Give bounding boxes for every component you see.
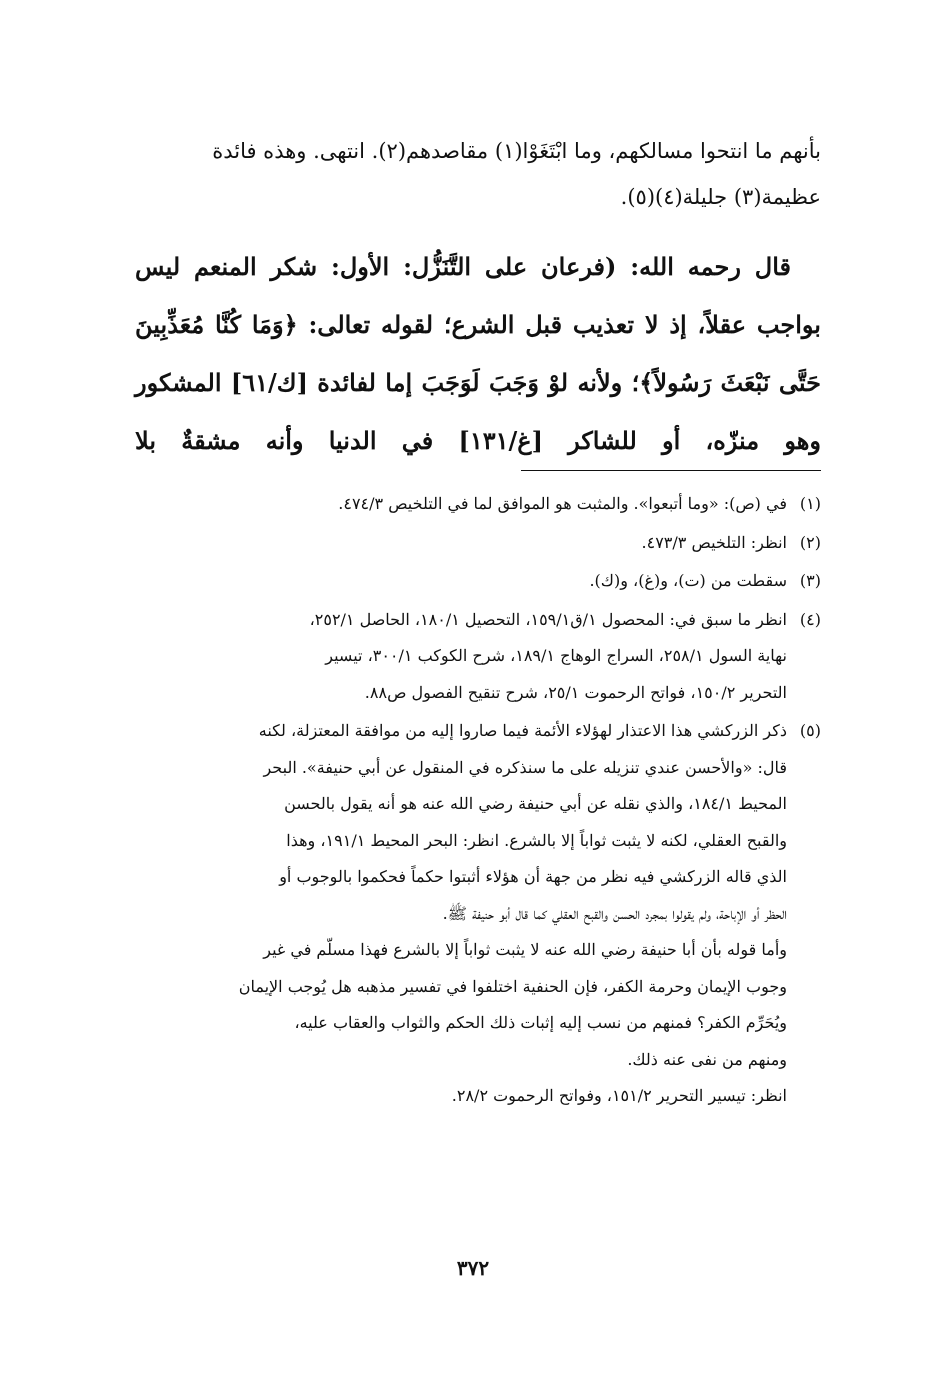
page-number: ٣٧٢ xyxy=(456,1256,490,1280)
footnote-number: (٥) xyxy=(799,721,821,740)
footnote-line: ذكر الزركشي هذا الاعتذار لهؤلاء الأئمة فيما صاروا إليه من موافقة المعتزلة، لكنه xyxy=(258,721,787,740)
footnote-line: في (ص): «وما أتبعوا». والمثبت هو الموافق لما في التلخيص ٤٧٤/٣. xyxy=(338,494,787,513)
intro-line: عظيمة(٣) جليلة(٤)(٥). xyxy=(620,185,821,209)
intro-paragraph xyxy=(135,128,821,220)
footnote-line: سقطت من (ت)، و(غ)، و(ك). xyxy=(589,571,787,590)
footnote-number: (٢) xyxy=(799,532,821,552)
footnote-text xyxy=(135,713,787,1115)
footnote-3 xyxy=(135,563,821,600)
footnote-divider xyxy=(521,470,821,471)
intro-line: بأنهم ما انتحوا مسالكهم، وما ابْتَغَوْا(١) مقاصدهم(٢). انتهى. وهذه فائدة xyxy=(212,139,821,163)
footnote-line: ويُحَرِّم الكفر؟ فمنهم من نسب إليه إثبات ذلك الحكم والثواب والعقاب عليه، xyxy=(294,1013,787,1032)
footnote-number: (٣) xyxy=(799,571,821,590)
footnote-line: الحظر أو الإباحة، ولم يقولوا بمجرد الحسن والقبح العقلي كما قال أبو حنيفة ﷺ. xyxy=(442,903,787,923)
footnote-text xyxy=(135,602,787,712)
footnote-text xyxy=(135,563,787,600)
footnote-line: وجوب الإيمان وحرمة الكفر، فإن الحنفية اختلفوا في تفسير مذهبه هل يُوجب الإيمان xyxy=(238,976,787,996)
footnote-5 xyxy=(135,713,821,1115)
footnote-line: المحيط ١٨٤/١، والذي نقله عن أبي حنيفة رضي الله عنه هو أنه يقول بالحسن xyxy=(284,794,787,813)
footnote-line: انظر ما سبق في: المحصول ١/ق١٥٩/١، التحصيل ١٨٠/١، الحاصل ٢٥٢/١، xyxy=(309,609,787,629)
main-text-block xyxy=(135,238,821,470)
footnote-2 xyxy=(135,525,821,562)
footnote-number: (٤) xyxy=(799,609,821,629)
footnote-text xyxy=(135,525,787,562)
footnote-4 xyxy=(135,602,821,712)
footnote-line: التحرير ١٥٠/٢، فواتح الرحموت ٢٥/١، شرح تنقيح الفصول ص٨٨. xyxy=(364,682,787,702)
footnote-line: انظر: تيسير التحرير ١٥١/٢، وفواتح الرحموت ٢٨/٢. xyxy=(451,1086,787,1105)
footnote-line: والقبح العقلي، لكنه لا يثبت ثواباً إلا بالشرع. انظر: البحر المحيط ١٩١/١، وهذا xyxy=(286,830,787,850)
footnote-line: انظر: التلخيص ٤٧٣/٣. xyxy=(641,532,787,552)
footnote-line: وأما قوله بأن أبا حنيفة رضي الله عنه لا يثبت ثواباً إلا بالشرع فهذا مسلّم في غير xyxy=(263,940,787,959)
footnote-text xyxy=(135,486,787,523)
footnote-1 xyxy=(135,486,821,523)
footnote-line: ومنهم من نفى عنه ذلك. xyxy=(627,1049,787,1069)
footnote-number: (١) xyxy=(799,494,821,513)
footnotes xyxy=(135,486,821,1117)
main-paragraph: قال رحمه الله: (فرعان على التَّنَزُّل: الأول: شكر المنعم ليس بواجب عقلاً، إذ لا تعذيب قبل الشرع؛ لقوله تعالى: ﴿وَمَا كُنَّا مُعَذِّبِينَ حَتَّى نَبْعَثَ رَسُولاً﴾؛ ولأنه لوْ وَجَبَ لَوَجَبَ إما لفائدة [ك/٦١] المشكور وهو منزّه، أو للشاكر [غ/١٣١] في الدنيا وأنه مشقةٌ بلا xyxy=(135,252,822,455)
footnote-line: الذي قاله الزركشي فيه نظر من جهة أن هؤلاء أثبتوا حكماً فحكموا بالوجوب أو xyxy=(279,867,787,886)
footnote-line: نهاية السول ٢٥٨/١، السراج الوهاج ١٨٩/١، شرح الكوكب ٣٠٠/١، تيسير xyxy=(325,646,787,665)
footnote-line: قال: «والأحسن عندي تنزيله على ما سنذكره في المنقول عن أبي حنيفة». البحر xyxy=(263,757,787,777)
